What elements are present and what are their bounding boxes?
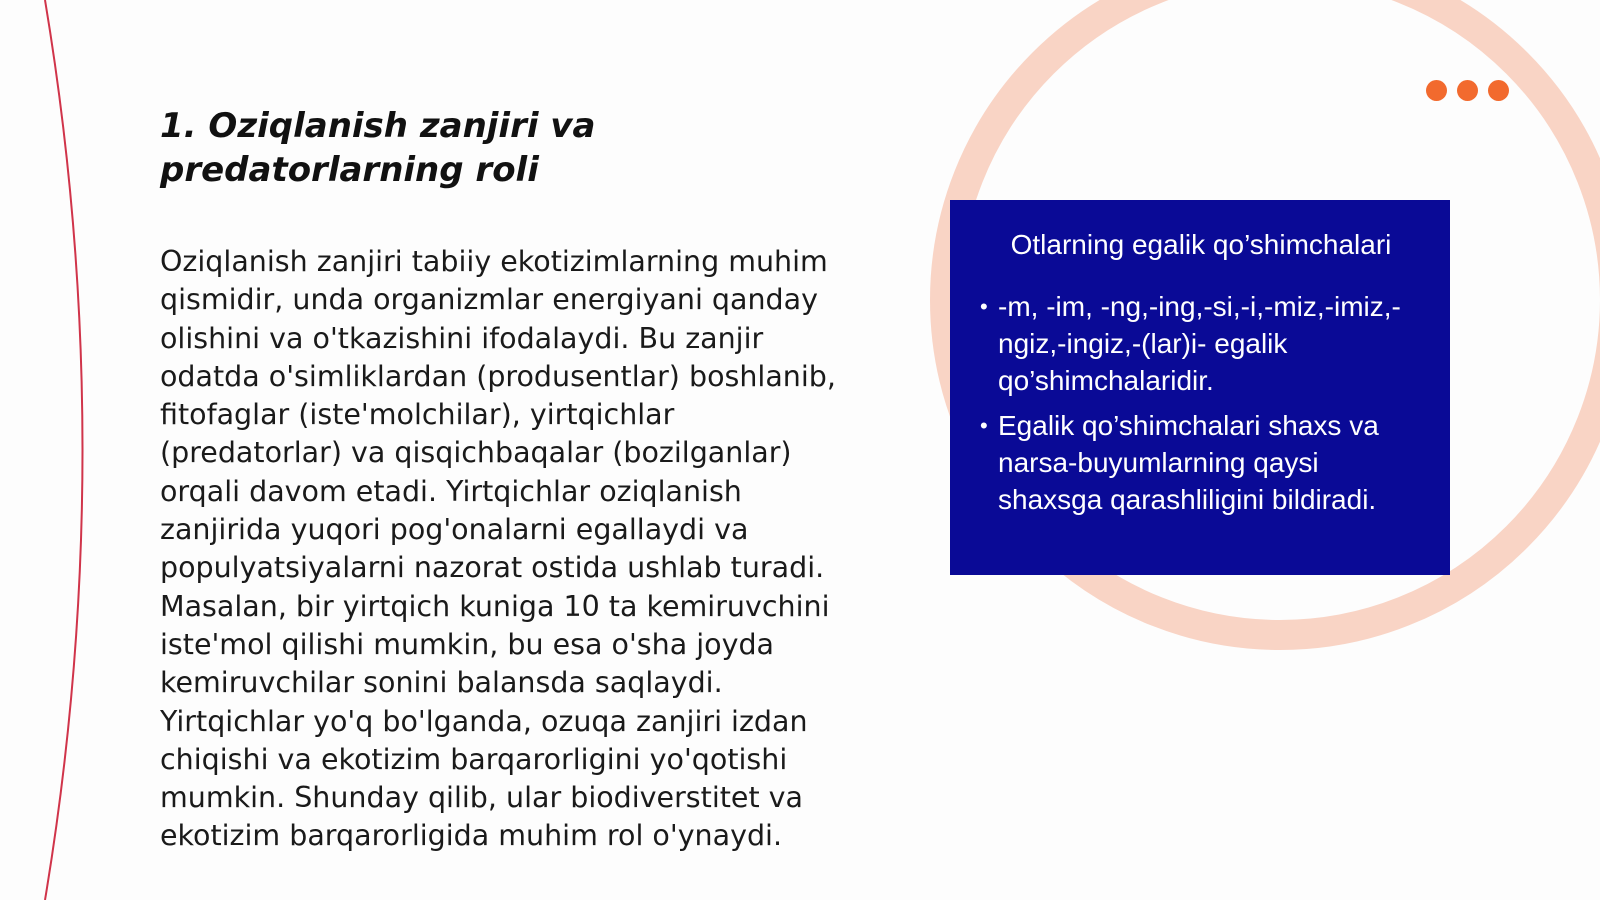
info-box xyxy=(950,200,1450,575)
list-item-text: -m, -im, -ng,-ing,-si,-i,-miz,-imiz,-ngiz,-ingiz,-(lar)i- egalik qo’shimchalaridir. xyxy=(998,291,1401,396)
slide-title: 1. Oziqlanish zanjiri va predatorlarning roli xyxy=(160,106,596,190)
dot-icon xyxy=(1457,80,1478,101)
slide-body-text: Oziqlanish zanjiri tabiiy ekotizimlarning muhim qismidir, unda organizmlar energiyani qanday olishini va o'tkazishini ifodalaydi. Bu zanjir odatda o'simliklardan (produsentlar) boshlanib, fitofaglar (iste'molchilar), yirtqichlar (predatorlar) va qisqichbaqalar (bozilganlar) orqali davom etadi. Yirtqichlar oziqlanish zanjirida yuqori pog'onalarni egallaydi va populyatsiyalarni nazorat ostida ushlab turadi. Masalan, bir yirtqich kuniga 10 ta kemiruvchini iste'mol qilishi mumkin, bu esa o'sha joyda kemiruvchilar sonini balansda saqlaydi. Yirtqichlar yo'q bo'lganda, ozuqa zanjiri izdan chiqishi va ekotizim barqarorligini yo'qotishi mumkin. Shunday qilib, ular biodiverstitet va ekotizim barqarorligida muhim rol o'ynaydi. xyxy=(160,245,836,853)
list-item xyxy=(980,288,1422,399)
dot-icon xyxy=(1488,80,1509,101)
list-item-text: Egalik qo’shimchalari shaxs va narsa-buyumlarning qaysi shaxsga qarashliligini bildiradi. xyxy=(998,410,1379,515)
bullet-icon: • xyxy=(980,294,988,319)
info-box-title: Otlarning egalik qo’shimchalari xyxy=(1010,229,1392,260)
dot-icon xyxy=(1426,80,1447,101)
info-box-list xyxy=(980,288,1422,518)
list-item xyxy=(980,407,1422,518)
more-dots-icon xyxy=(1426,80,1509,101)
bullet-icon: • xyxy=(980,413,988,438)
left-accent-line xyxy=(45,0,83,900)
